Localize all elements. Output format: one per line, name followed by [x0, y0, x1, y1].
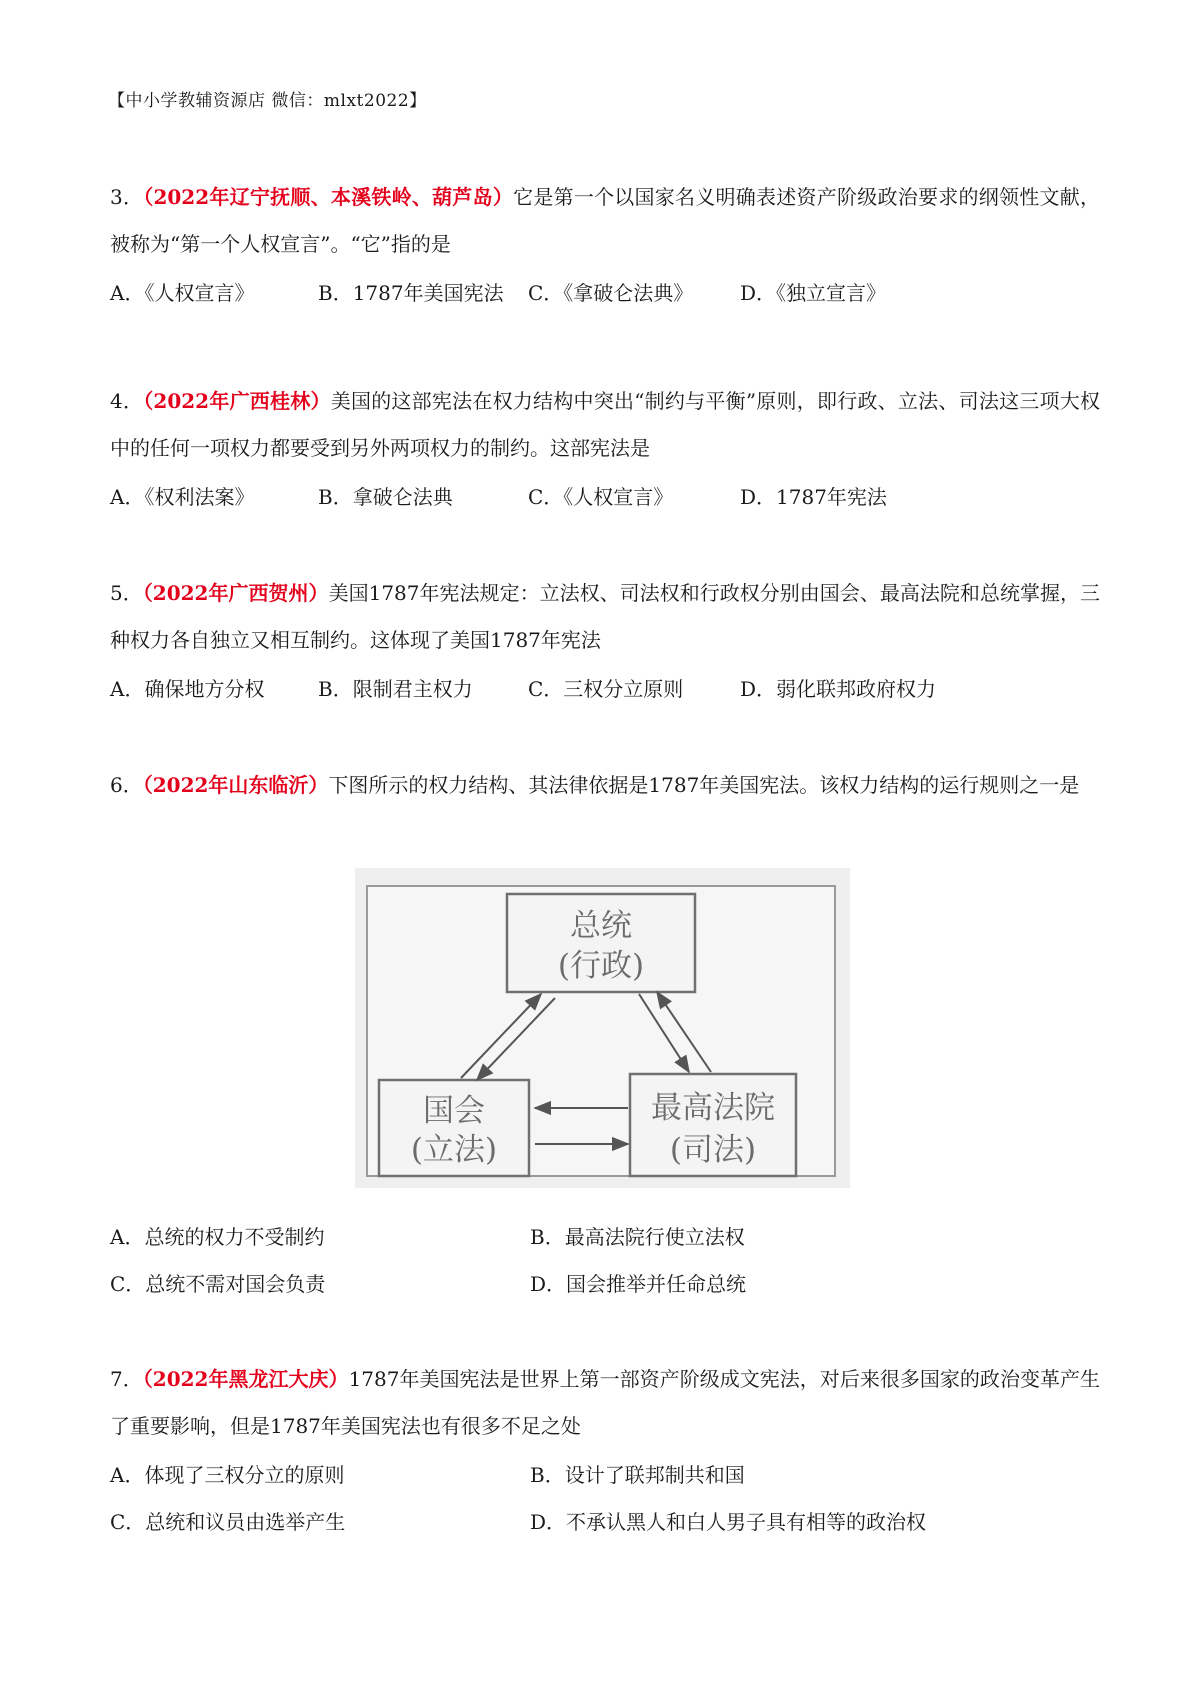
question-number: 4．: [110, 389, 144, 413]
option-b: B．拿破仑法典: [318, 485, 453, 509]
question-number: 6．: [110, 773, 143, 797]
option-a: A．《人权宣言》: [110, 281, 255, 305]
question-text: 它是第一个以国家名义明确表述资产阶级政治要求的纲领性文献，被称为“第一个人权宣言”。“它”指的是: [110, 185, 1100, 256]
option-b: B．限制君主权力: [318, 677, 473, 701]
option-d: D．弱化联邦政府权力: [740, 677, 937, 701]
option-c: C．三权分立原则: [528, 677, 684, 701]
options-row: [110, 1497, 1100, 1544]
option-a: A．体现了三权分立的原则: [110, 1463, 345, 1487]
executive-label: (行政): [557, 948, 645, 984]
option-d: D．国会推举并任命总统: [530, 1272, 747, 1296]
legislative-label: (立法): [410, 1132, 498, 1168]
president-label: 总统: [570, 908, 632, 944]
question-stem: [110, 174, 1100, 268]
question-source: （2022年广西桂林）: [143, 389, 331, 413]
options-row: [110, 268, 1100, 315]
options-row: [110, 472, 1100, 519]
question-3: [110, 174, 1100, 315]
option-a: A．《权利法案》: [110, 485, 255, 509]
question-6-options: [110, 1212, 1100, 1306]
question-source: （2022年辽宁抚顺、本溪铁岭、葫芦岛）: [143, 185, 514, 209]
question-text: 下图所示的权力结构、其法律依据是1787年美国宪法。该权力结构的运行规则之一是: [328, 773, 1080, 797]
question-text: 美国的这部宪法在权力结构中突出“制约与平衡”原则，即行政、立法、司法这三项大权中的任何一项权力都要受到另外两项权力的制约。这部宪法是: [110, 389, 1101, 460]
option-c: C．总统和议员由选举产生: [110, 1510, 346, 1534]
judicial-label: (司法): [669, 1132, 757, 1168]
option-a: A．总统的权力不受制约: [110, 1225, 325, 1249]
question-6: [110, 762, 1100, 809]
question-number: 3．: [110, 185, 144, 209]
diagram-svg: [355, 868, 850, 1188]
option-c: C．《拿破仑法典》: [528, 281, 694, 305]
question-stem: [110, 378, 1100, 472]
option-b: B．最高法院行使立法权: [530, 1225, 745, 1249]
question-4: [110, 378, 1100, 519]
supreme-court-label: 最高法院: [651, 1090, 775, 1126]
options-row: [110, 1259, 1100, 1306]
option-b: B．1787年美国宪法: [318, 281, 504, 305]
question-source: （2022年黑龙江大庆）: [142, 1367, 349, 1391]
question-number: 5．: [110, 581, 143, 605]
question-number: 7．: [110, 1367, 143, 1391]
page-header: 【中小学教辅资源店 微信：mlxt2022】: [108, 91, 427, 111]
option-d: D．1787年宪法: [740, 485, 887, 509]
question-stem: [110, 762, 1100, 809]
option-c: C．总统不需对国会负责: [110, 1272, 326, 1296]
power-structure-diagram: [355, 868, 850, 1188]
options-row: [110, 1450, 1100, 1497]
option-b: B．设计了联邦制共和国: [530, 1463, 745, 1487]
congress-label: 国会: [423, 1093, 485, 1129]
question-5: [110, 570, 1100, 711]
options-row: [110, 664, 1100, 711]
option-d: D．《独立宣言》: [740, 281, 887, 305]
question-text: 1787年美国宪法是世界上第一部资产阶级成文宪法，对后来很多国家的政治变革产生了重要影响，但是1787年美国宪法也有很多不足之处: [110, 1367, 1100, 1438]
question-source: （2022年广西贺州）: [142, 581, 329, 605]
options-row: [110, 1212, 1100, 1259]
question-stem: [110, 1356, 1100, 1450]
question-7: [110, 1356, 1100, 1544]
option-c: C．《人权宣言》: [528, 485, 674, 509]
question-source: （2022年山东临沂）: [142, 773, 329, 797]
question-text: 美国1787年宪法规定：立法权、司法权和行政权分别由国会、最高法院和总统掌握，三种权力各自独立又相互制约。这体现了美国1787年宪法: [110, 581, 1100, 652]
option-a: A．确保地方分权: [110, 677, 265, 701]
question-stem: [110, 570, 1100, 664]
option-d: D．不承认黑人和白人男子具有相等的政治权: [530, 1510, 927, 1534]
